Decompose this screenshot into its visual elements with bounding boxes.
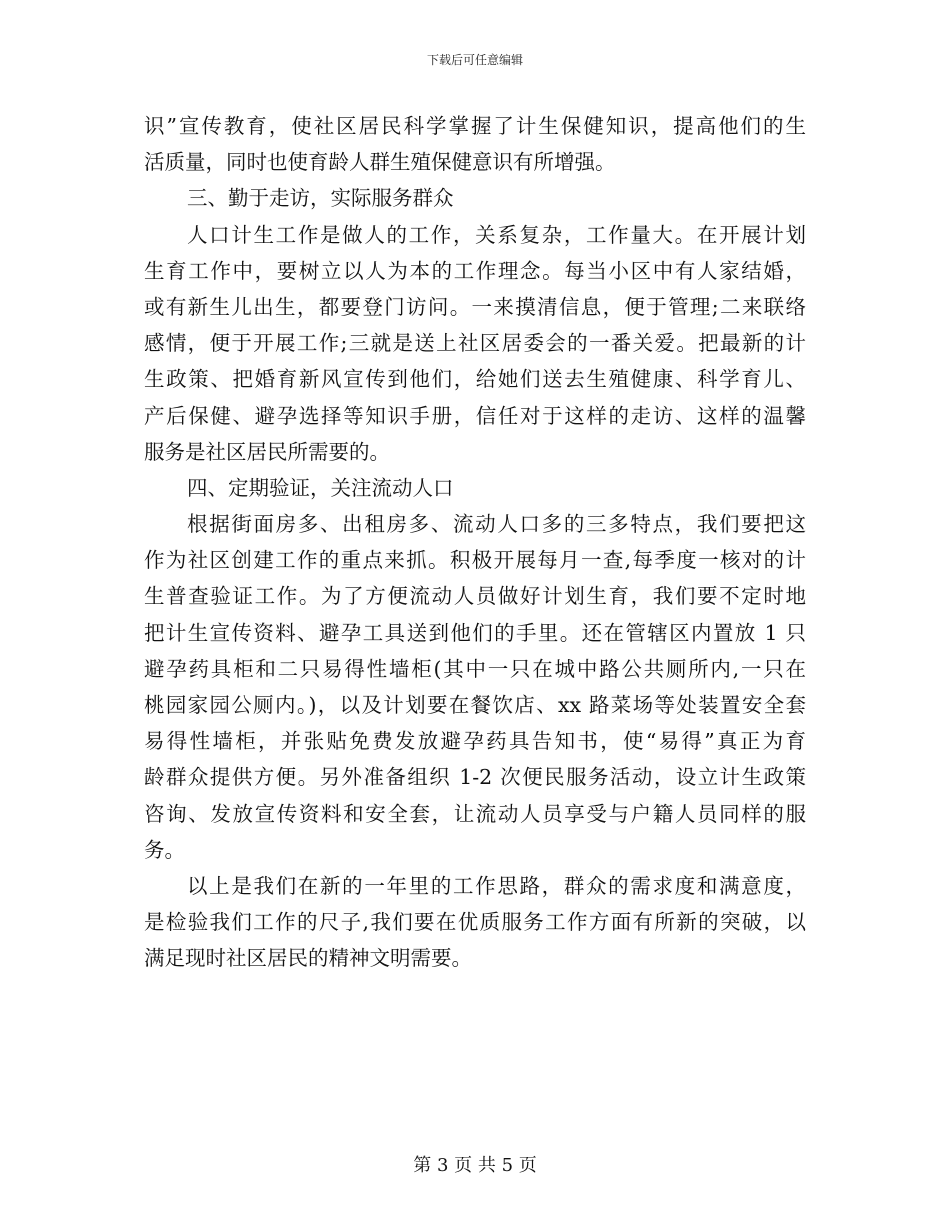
text-line: 易得性墙柜，并张贴免费发放避孕药具告知书，使“易得”真正为育 [144,729,806,754]
page-header: 下载后可任意编辑 [426,53,523,67]
text-line: 或有新生儿出生，都要登门访问。一来摸清信息，便于管理;二来联络 [144,294,806,319]
text-line: 识”宣传教育，使社区居民科学掌握了计生保健知识，提高他们的生 [144,114,806,138]
text-line: 务。 [144,837,185,862]
text-line: 把计生宣传资料、避孕工具送到他们的手里。还在管辖区内置放 1 只 [144,620,806,645]
text-line: 以上是我们在新的一年里的工作思路，群众的需求度和满意度， [187,873,806,898]
page-footer: 第 3 页 共 5 页 [413,1155,537,1176]
text-line: 感情，便于开展工作;三就是送上社区居委会的一番关爱。把最新的计 [144,331,806,356]
text-line: 生普查验证工作。为了方便流动人员做好计划生育，我们要不定时地 [144,584,806,609]
text-line: 是检验我们工作的尺子,我们要在优质服务工作方面有所新的突破，以 [144,910,806,935]
text-line: 三、勤于走访，实际服务群众 [187,186,454,211]
text-line: 四、定期验证，关注流动人口 [187,475,454,500]
text-line: 避孕药具柜和二只易得性墙柜(其中一只在城中路公共厕所内,一只在 [144,656,806,681]
document-body [144,108,806,977]
text-line: 产后保健、避孕选择等知识手册，信任对于这样的走访、这样的温馨 [144,403,806,428]
text-line: 活质量，同时也使育龄人群生殖保健意识有所增强。 [144,150,616,175]
text-line: 人口计生工作是做人的工作，关系复杂，工作量大。在开展计划 [187,222,806,247]
text-line: 满足现时社区居民的精神文明需要。 [144,946,472,971]
text-line: 根据街面房多、出租房多、流动人口多的三多特点，我们要把这 [187,512,806,537]
text-line: 生育工作中，要树立以人为本的工作理念。每当小区中有人家结婚， [144,258,806,283]
text-line: 桃园家园公厕内。)，以及计划要在餐饮店、xx 路菜场等处装置安全套 [144,693,806,717]
text-line: 作为社区创建工作的重点来抓。积极开展每月一查,每季度一核对的计 [144,548,806,573]
text-line: 服务是社区居民所需要的。 [144,439,390,464]
text-line: 龄群众提供方便。另外准备组织 1-2 次便民服务活动，设立计生政策 [144,765,806,790]
text-line: 生政策、把婚育新风宣传到他们，给她们送去生殖健康、科学育儿、 [144,367,806,392]
text-line: 咨询、发放宣传资料和安全套，让流动人员享受与户籍人员同样的服 [144,801,806,826]
